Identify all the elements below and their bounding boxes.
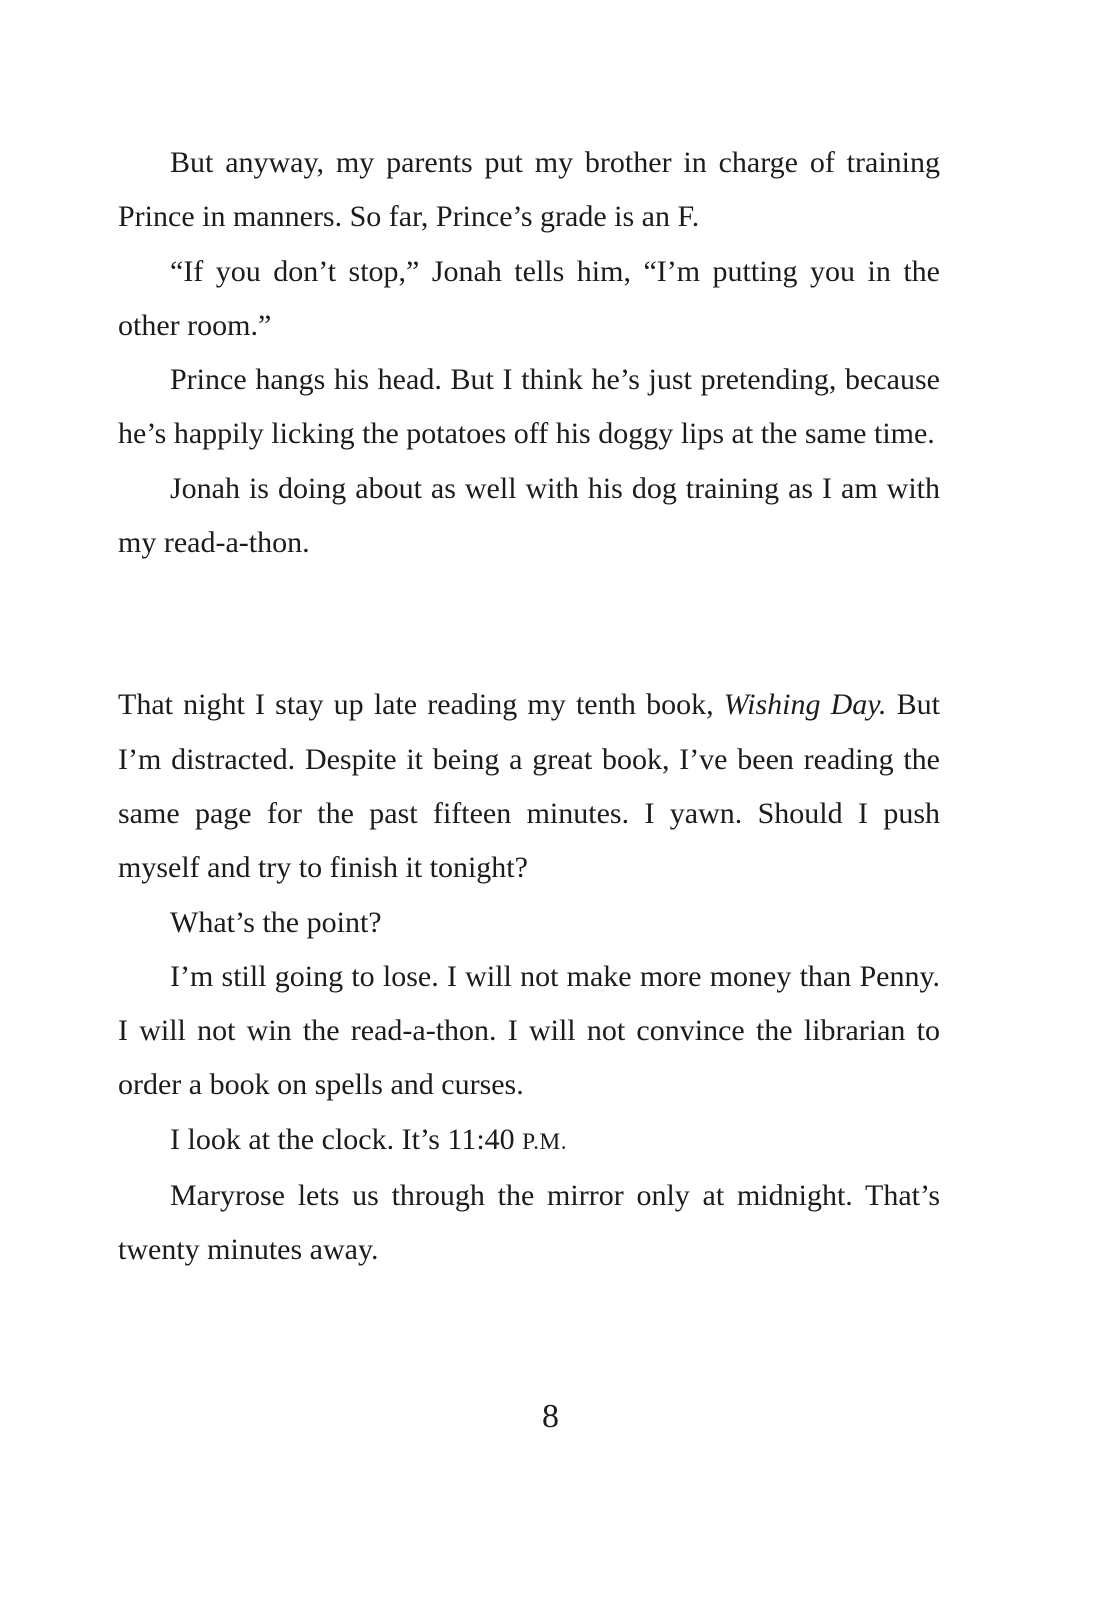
paragraph-going-to-lose: I’m still going to lose. I will not make more money than Penny. I will not win the read-a-thon. I will not convince the librarian to order a book on spells and curses. bbox=[118, 959, 940, 1102]
page-number: 8 bbox=[542, 1398, 559, 1435]
page-body bbox=[118, 136, 940, 1278]
paragraph-dog-training: Jonah is doing about as well with his dog training as I am with my read-a-thon. bbox=[118, 471, 940, 560]
text-segment: But I’m distracted. Despite it being a great book, I’ve been reading the same page for the past fifteen minutes. I yawn. Should I push myself and try to finish it tonight? bbox=[118, 688, 940, 885]
paragraph-that-night bbox=[118, 678, 940, 895]
paragraph-clock bbox=[118, 1113, 940, 1169]
paragraph-jonah-warning: “If you don’t stop,” Jonah tells him, “I’m putting you in the other room.” bbox=[118, 254, 940, 342]
time-suffix: P.M. bbox=[522, 1128, 568, 1155]
section-break bbox=[118, 570, 940, 678]
book-title: Wishing Day. bbox=[723, 688, 887, 722]
paragraph-prince-pretending: Prince hangs his head. But I think he’s just pretending, because he’s happily licking the potatoes off his doggy lips at the same time. bbox=[118, 363, 940, 451]
text-segment: I look at the clock. It’s 11:40 bbox=[170, 1122, 523, 1156]
text-segment: That night I stay up late reading my tenth book, bbox=[118, 688, 724, 722]
paragraph-maryrose: Maryrose lets us through the mirror only at midnight. That’s twenty minutes away. bbox=[118, 1179, 940, 1267]
paragraph-whats-the-point: What’s the point? bbox=[170, 905, 382, 939]
paragraph-training-prince: But anyway, my parents put my brother in charge of training Prince in manners. So far, Prince’s grade is an F. bbox=[118, 146, 940, 234]
